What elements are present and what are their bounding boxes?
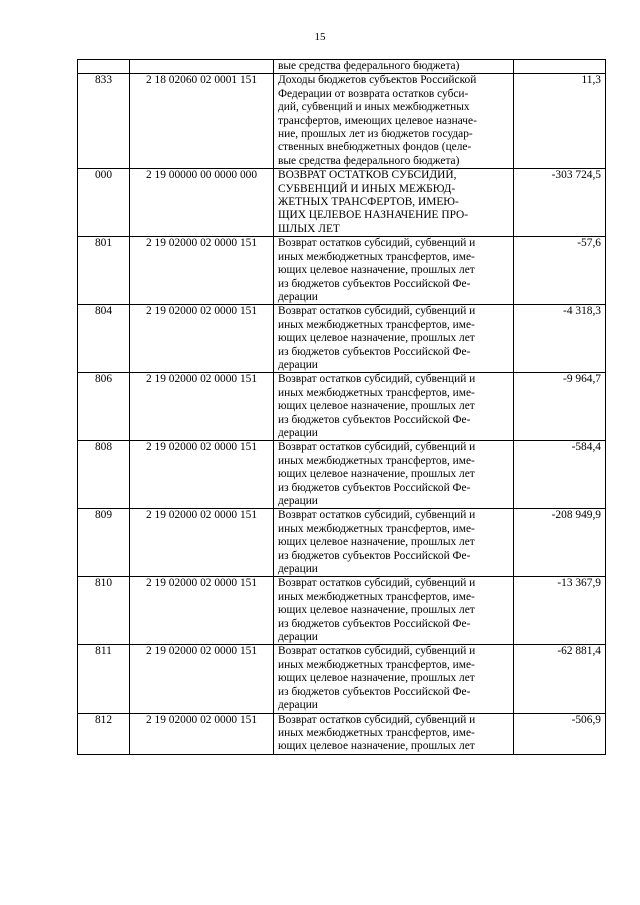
admin-code-cell: 801 — [78, 237, 130, 305]
income-name-line: ющих целевое назначение, прошлых лет — [278, 400, 475, 413]
amount-cell: -57,6 — [514, 237, 606, 305]
budget-classification-code-cell: 2 18 02060 02 0001 151 — [130, 74, 274, 169]
budget-classification-code-cell: 2 19 02000 02 0000 151 — [130, 441, 274, 509]
income-name-line: из бюджетов субъектов Российской Фе- — [278, 549, 471, 562]
income-name-line: иных межбюджетных трансфертов, име- — [278, 250, 475, 263]
admin-code-cell: 806 — [78, 373, 130, 441]
amount-cell: -584,4 — [514, 441, 606, 509]
budget-classification-code-cell — [130, 60, 274, 74]
income-name-line: ющих целевое назначение, прошлых лет — [278, 672, 475, 685]
income-name-line: ственных внебюджетных фондов (целе- — [278, 141, 472, 154]
income-name-cell — [274, 645, 514, 713]
income-name-line: иных межбюджетных трансфертов, име- — [278, 386, 475, 399]
amount-cell: -4 318,3 — [514, 305, 606, 373]
table-row — [78, 169, 606, 237]
income-name-line: дерации — [278, 426, 318, 439]
table-row — [78, 713, 606, 754]
admin-code-cell — [78, 60, 130, 74]
income-name-cell — [274, 237, 514, 305]
income-name-line: из бюджетов субъектов Российской Фе- — [278, 481, 471, 494]
income-name-cell — [274, 169, 514, 237]
amount-cell: -62 881,4 — [514, 645, 606, 713]
income-name-cell — [274, 373, 514, 441]
income-name-line: ющих целевое назначение, прошлых лет — [278, 536, 475, 549]
income-name-line: ющих целевое назначение, прошлых лет — [278, 332, 475, 345]
page-number: 15 — [314, 31, 326, 43]
budget-classification-code-cell: 2 19 02000 02 0000 151 — [130, 713, 274, 754]
admin-code-cell: 833 — [78, 74, 130, 169]
income-name-line: трансфертов, имеющих целевое назначе- — [278, 114, 477, 127]
budget-classification-code-cell: 2 19 02000 02 0000 151 — [130, 305, 274, 373]
income-name-line: иных межбюджетных трансфертов, име- — [278, 454, 475, 467]
income-name-line: Доходы бюджетов субъектов Российской — [278, 74, 477, 87]
table-row — [78, 60, 606, 74]
income-name-cell — [274, 713, 514, 754]
amount-cell — [514, 60, 606, 74]
income-name-line: из бюджетов субъектов Российской Фе- — [278, 277, 471, 290]
income-name-line: Возврат остатков субсидий, субвенций и — [278, 305, 476, 318]
income-name-line: из бюджетов субъектов Российской Фе- — [278, 345, 471, 358]
budget-classification-code-cell: 2 19 00000 00 0000 000 — [130, 169, 274, 237]
admin-code-cell: 808 — [78, 441, 130, 509]
budget-table-body — [78, 60, 606, 755]
admin-code-cell: 809 — [78, 509, 130, 577]
income-name-line: из бюджетов субъектов Российской Фе- — [278, 413, 471, 426]
budget-classification-code-cell: 2 19 02000 02 0000 151 — [130, 577, 274, 645]
income-name-line: иных межбюджетных трансфертов, име- — [278, 522, 475, 535]
table-row — [78, 441, 606, 509]
admin-code-cell: 810 — [78, 577, 130, 645]
income-name-cell — [274, 577, 514, 645]
income-name-line: Возврат остатков субсидий, субвенций и — [278, 237, 476, 250]
income-name-line: Возврат остатков субсидий, субвенций и — [278, 373, 476, 386]
income-name-line: Возврат остатков субсидий, субвенций и — [278, 713, 476, 726]
income-name-line: Возврат остатков субсидий, субвенций и — [278, 645, 476, 658]
income-name-line: Возврат остатков субсидий, субвенций и — [278, 577, 476, 590]
amount-cell: 11,3 — [514, 74, 606, 169]
income-name-cell — [274, 60, 514, 74]
amount-cell: -13 367,9 — [514, 577, 606, 645]
income-name-line: ЖЕТНЫХ ТРАНСФЕРТОВ, ИМЕЮ- — [278, 196, 459, 209]
budget-classification-code-cell: 2 19 02000 02 0000 151 — [130, 645, 274, 713]
income-name-line: вые средства федерального бюджета) — [278, 154, 460, 167]
table-row — [78, 509, 606, 577]
income-name-cell — [274, 305, 514, 373]
income-name-line: ние, прошлых лет из бюджетов государ- — [278, 128, 473, 141]
income-name-line: ВОЗВРАТ ОСТАТКОВ СУБСИДИЙ, — [278, 169, 457, 182]
income-name-cell — [274, 74, 514, 169]
income-name-line: Возврат остатков субсидий, субвенций и — [278, 441, 476, 454]
admin-code-cell: 811 — [78, 645, 130, 713]
income-name-line: иных межбюджетных трансфертов, име- — [278, 658, 475, 671]
table-row — [78, 645, 606, 713]
income-name-cell — [274, 509, 514, 577]
table-row — [78, 237, 606, 305]
table-row — [78, 74, 606, 169]
income-name-line: Федерации от возврата остатков субси- — [278, 87, 469, 100]
income-name-line: вые средства федерального бюджета) — [278, 60, 460, 72]
admin-code-cell: 812 — [78, 713, 130, 754]
admin-code-cell: 804 — [78, 305, 130, 373]
income-name-line: дерации — [278, 631, 318, 644]
income-name-cell — [274, 441, 514, 509]
income-name-line: иных межбюджетных трансфертов, име- — [278, 590, 475, 603]
income-name-line: дий, субвенций и иных межбюджетных — [278, 101, 470, 114]
income-name-line: дерации — [278, 290, 318, 303]
income-name-line: ШЛЫХ ЛЕТ — [278, 222, 340, 235]
income-name-line: ЩИХ ЦЕЛЕВОЕ НАЗНАЧЕНИЕ ПРО- — [278, 209, 469, 222]
table-row — [78, 577, 606, 645]
income-name-line: из бюджетов субъектов Российской Фе- — [278, 685, 471, 698]
income-name-line: иных межбюджетных трансфертов, име- — [278, 726, 475, 739]
budget-table — [77, 59, 606, 755]
amount-cell: -9 964,7 — [514, 373, 606, 441]
income-name-line: ющих целевое назначение, прошлых лет — [278, 264, 475, 277]
income-name-line: ющих целевое назначение, прошлых лет — [278, 468, 475, 481]
budget-classification-code-cell: 2 19 02000 02 0000 151 — [130, 373, 274, 441]
income-name-line: дерации — [278, 699, 318, 712]
income-name-line: ющих целевое назначение, прошлых лет — [278, 604, 475, 617]
income-name-line: дерации — [278, 358, 318, 371]
budget-classification-code-cell: 2 19 02000 02 0000 151 — [130, 237, 274, 305]
amount-cell: -208 949,9 — [514, 509, 606, 577]
income-name-line: СУБВЕНЦИЙ И ИНЫХ МЕЖБЮД- — [278, 182, 456, 195]
income-name-line: Возврат остатков субсидий, субвенций и — [278, 509, 476, 522]
income-name-line: из бюджетов субъектов Российской Фе- — [278, 617, 471, 630]
income-name-line: ющих целевое назначение, прошлых лет — [278, 740, 475, 753]
amount-cell: -303 724,5 — [514, 169, 606, 237]
admin-code-cell: 000 — [78, 169, 130, 237]
income-name-line: иных межбюджетных трансфертов, име- — [278, 318, 475, 331]
income-name-line: дерации — [278, 563, 318, 576]
budget-classification-code-cell: 2 19 02000 02 0000 151 — [130, 509, 274, 577]
amount-cell: -506,9 — [514, 713, 606, 754]
table-row — [78, 305, 606, 373]
income-name-line: дерации — [278, 495, 318, 507]
table-row — [78, 373, 606, 441]
